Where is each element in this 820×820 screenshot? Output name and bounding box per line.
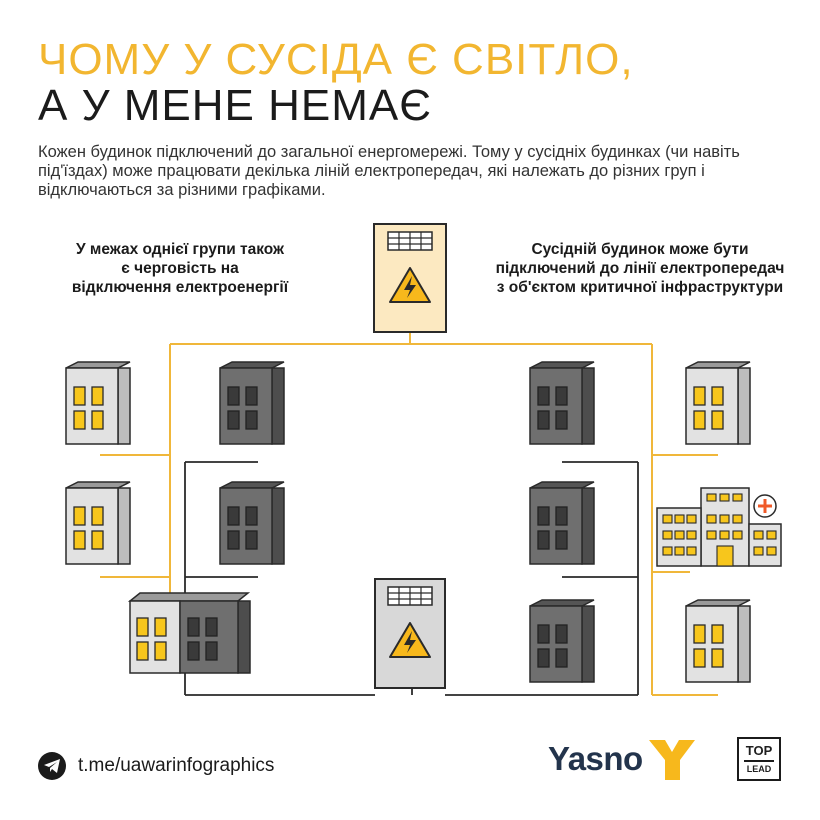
yasno-y-icon xyxy=(647,736,697,782)
building-lit-right-2 xyxy=(686,600,750,682)
telegram-link-block[interactable] xyxy=(38,752,274,780)
toplead-top: TOP xyxy=(745,743,773,759)
substation-yellow xyxy=(374,224,446,332)
hospital-building xyxy=(657,488,781,566)
building-lit-left-2 xyxy=(66,482,130,564)
building-dark-cl-1 xyxy=(220,362,284,444)
telegram-link[interactable]: t.me/uawarinfographics xyxy=(78,755,275,776)
description: Кожен будинок підключений до загальної енергомережі. Тому у сусідніх будинках (чи навіть під'їздах) може працювати декілька ліній електропередач, які належать до різних груп і відключаються за різними графіками. xyxy=(38,143,740,199)
building-dark-cr-3 xyxy=(530,600,594,682)
substation-gray xyxy=(375,579,445,688)
caption-left: У межах однієї групи також є черговість на відключення електроенергії xyxy=(71,241,289,296)
toplead-divider xyxy=(744,760,774,762)
caption-right: Сусідній будинок може бути підключений до лінії електропередач з об'єктом критичної інфраструктури xyxy=(495,241,785,296)
toplead-bottom: LEAD xyxy=(746,763,772,774)
telegram-icon xyxy=(38,752,66,780)
toplead-logo xyxy=(737,737,781,781)
title-line-2: А У МЕНЕ НЕМАЄ xyxy=(38,81,432,130)
yasno-wordmark: Yasno xyxy=(548,740,643,777)
yasno-logo xyxy=(548,736,697,782)
building-lit-right-1 xyxy=(686,362,750,444)
building-pair-half-lit xyxy=(130,593,250,673)
building-dark-cl-2 xyxy=(220,482,284,564)
building-dark-cr-1 xyxy=(530,362,594,444)
building-dark-cr-2 xyxy=(530,482,594,564)
building-lit-left-1 xyxy=(66,362,130,444)
title-line-1: ЧОМУ У СУСІДА Є СВІТЛО, xyxy=(38,35,634,84)
